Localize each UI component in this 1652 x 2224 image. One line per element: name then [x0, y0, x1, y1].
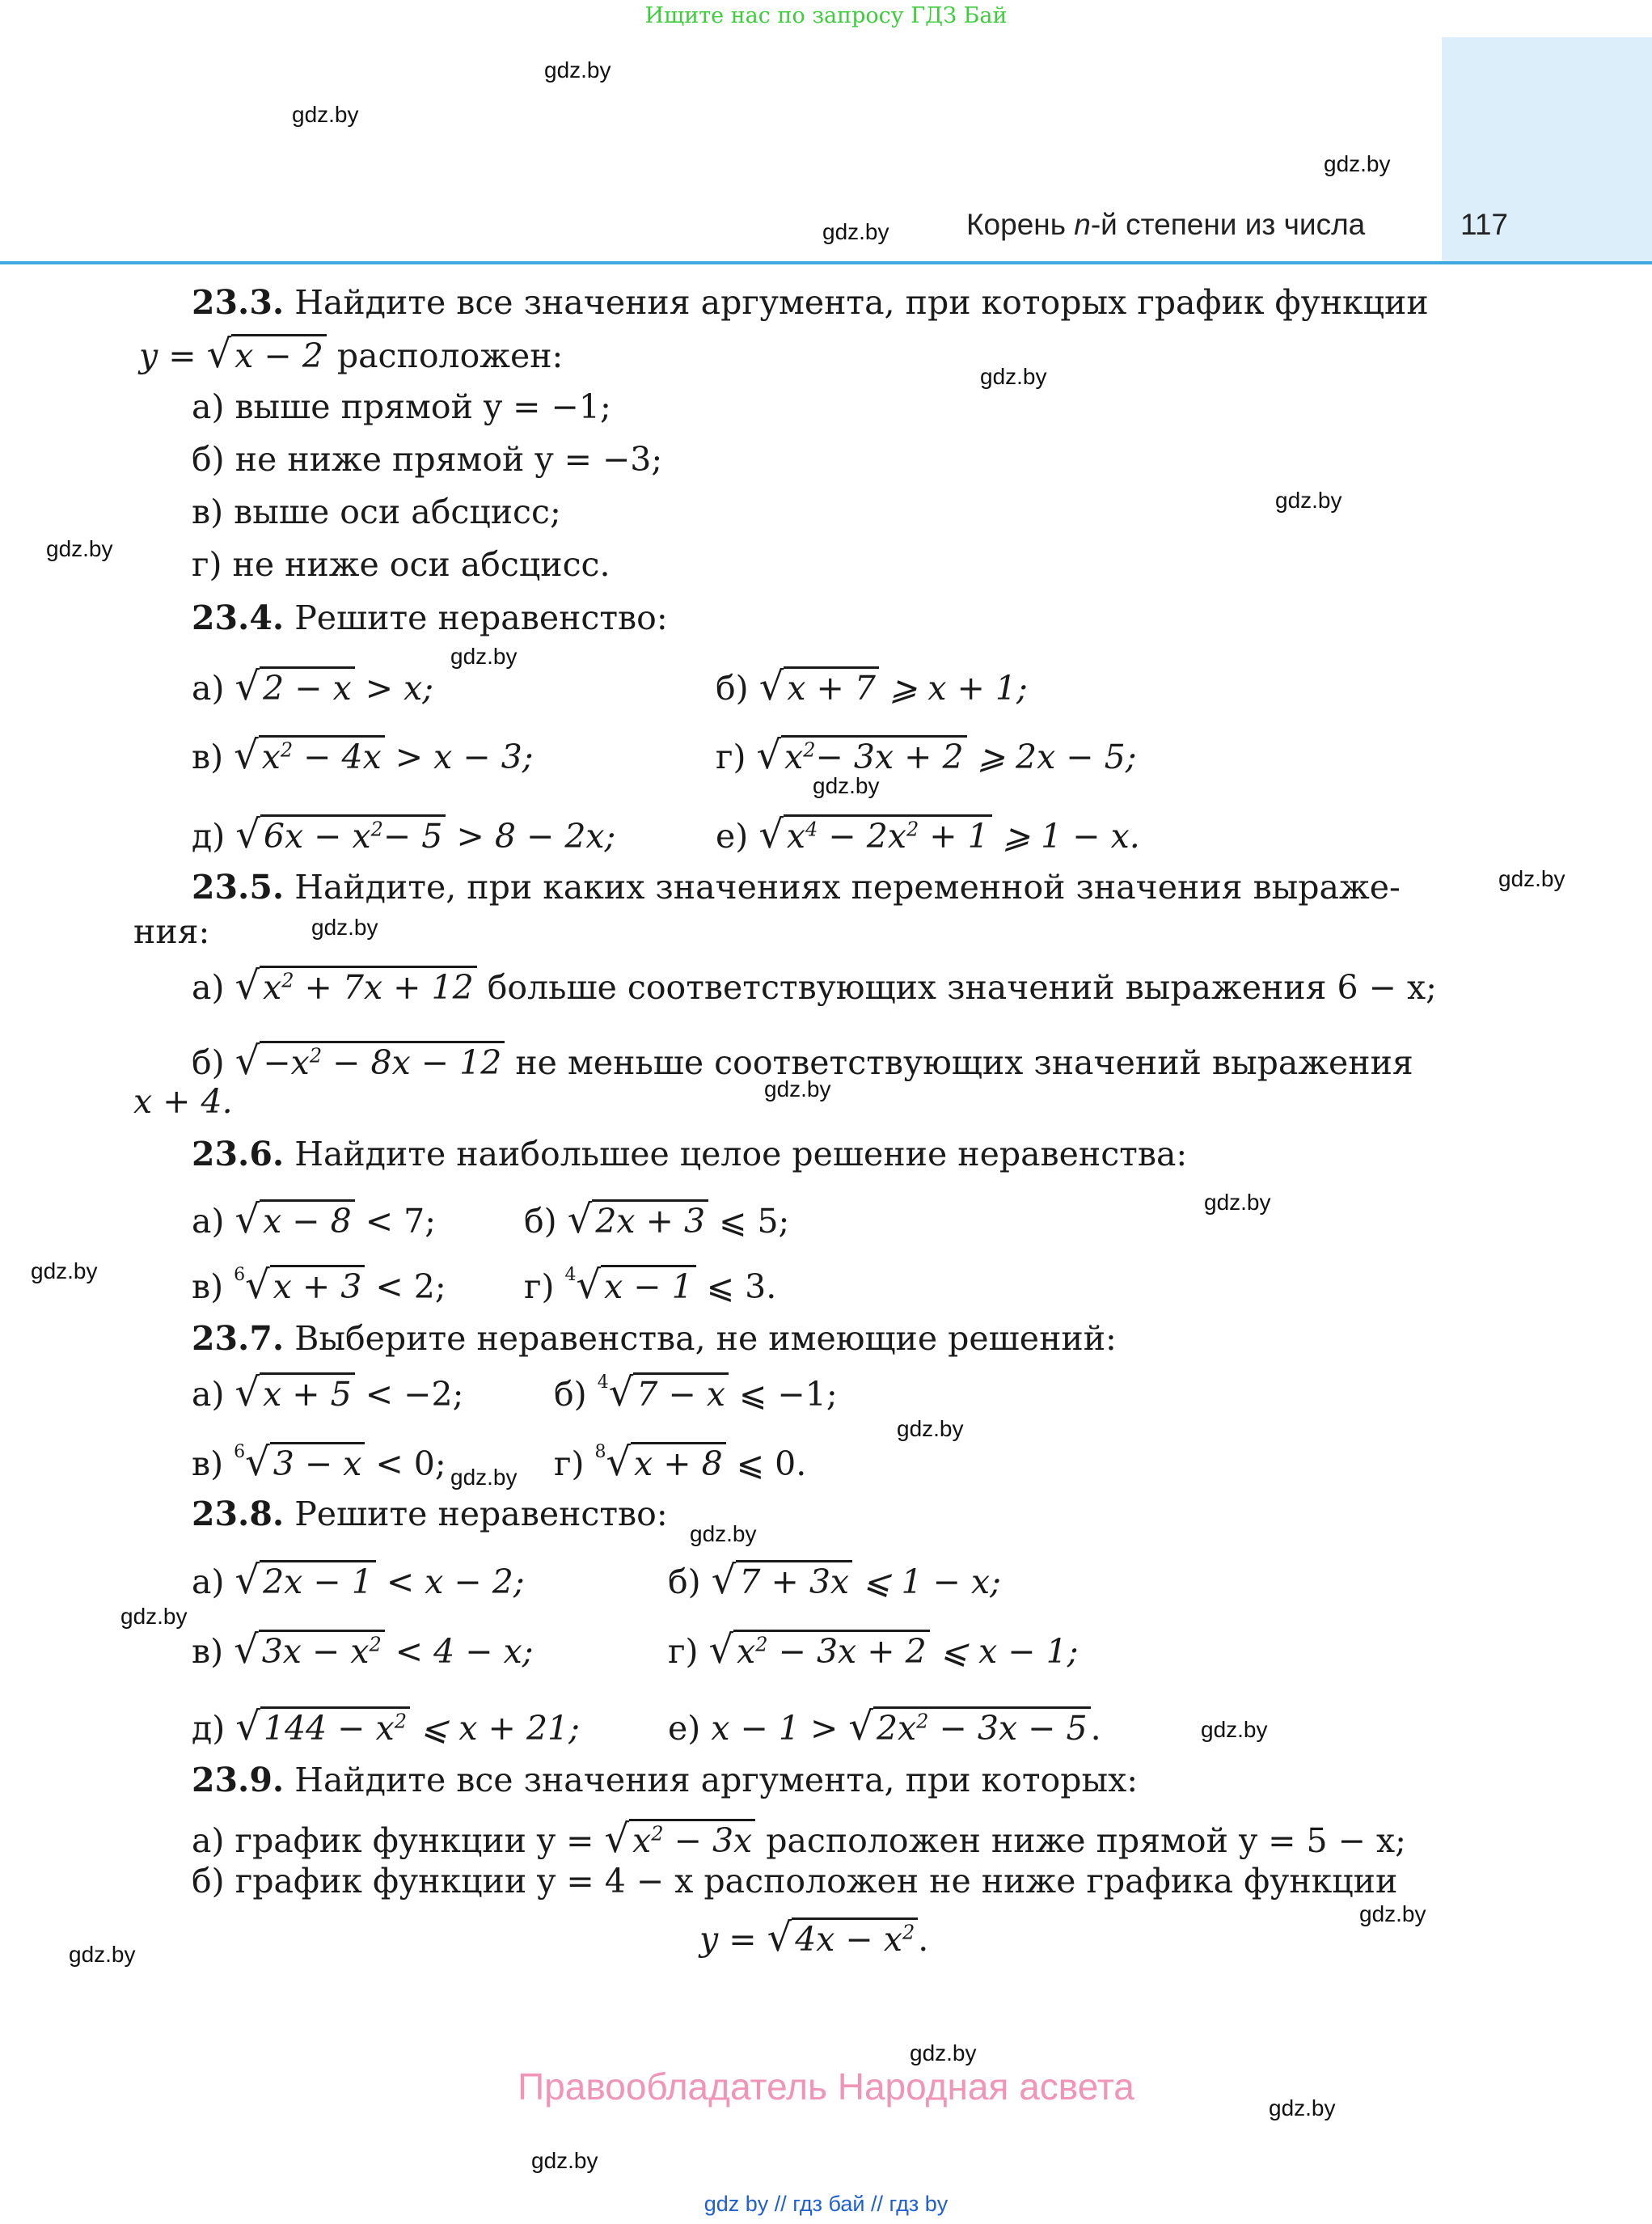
problem-23-4-f: е) $√x^4 - 2x^2 + 1$ ⩾ 1 − x.	[716, 812, 1140, 857]
running-title: Корень n-й степени из числа	[966, 208, 1366, 241]
page-number: 117	[1460, 208, 1508, 241]
problem-23-6-c: в) $^6$√x + 3 < 2;	[192, 1262, 446, 1308]
problem-23-5-heading-cont: ния:	[133, 912, 210, 951]
problem-23-3-a: а) выше прямой y = −1;	[192, 387, 611, 426]
problem-23-3-heading: 23.3. Найдите все значения аргумента, при которых график функции	[192, 283, 1429, 322]
watermark: gdz.by	[1201, 1717, 1268, 1742]
watermark: gdz.by	[120, 1604, 188, 1629]
problem-23-9-heading: 23.9. Найдите все значения аргумента, при которых:	[192, 1761, 1139, 1799]
watermark: gdz.by	[544, 57, 611, 82]
copyright-owner: Правообладатель Народная асвета	[518, 2065, 1134, 2108]
problem-23-8-d: г) $√x^2 - 3x + 2$ ⩽ x − 1;	[668, 1627, 1079, 1672]
problem-23-4-d: г) $√x^2- 3x + 2$ ⩾ 2x − 5;	[716, 733, 1137, 778]
problem-23-9-a: а) график функции $y = √x^2 - 3x$ расположен ниже прямой y = 5 − x;	[192, 1816, 1406, 1862]
watermark: gdz.by	[1324, 151, 1391, 176]
problem-23-3-function: y = √x − 2 расположен:	[139, 332, 564, 377]
problem-23-6-a: а) √x − 8 < 7;	[192, 1197, 437, 1242]
watermark: gdz.by	[1359, 1901, 1426, 1926]
problem-23-4-b: б) √x + 7 ⩾ x + 1;	[716, 664, 1028, 709]
problem-23-8-c: в) $√3x - x^2 < 4 - x$;	[192, 1627, 534, 1672]
problem-23-9-b: б) график функции y = 4 − x расположен не ниже графика функции	[192, 1862, 1398, 1901]
problem-23-5-b-cont: x + 4.	[133, 1082, 233, 1121]
problem-23-3-d: г) не ниже оси абсцисс.	[192, 545, 611, 584]
problem-23-6-d: г) $^4$√x − 1 ⩽ 3.	[524, 1262, 777, 1308]
problem-23-8-f: е) $x - 1 > √2x^2 - 3x - 5$.	[668, 1704, 1101, 1749]
problem-23-5-b: б) $√-x^2 - 8x - 12$ не меньше соответствующих значений выражения	[192, 1038, 1413, 1084]
problem-23-3-b: б) не ниже прямой y = −3;	[192, 440, 663, 479]
watermark: gdz.by	[813, 773, 880, 798]
watermark: gdz.by	[69, 1942, 136, 1967]
problem-23-7-a: а) √x + 5 < −2;	[192, 1370, 464, 1415]
watermark: gdz.by	[910, 2040, 977, 2065]
watermark: gdz.by	[822, 219, 889, 244]
watermark: gdz.by	[1275, 488, 1342, 513]
problem-23-7-c: в) $^6$√3 − x < 0;	[192, 1440, 446, 1485]
watermark: gdz.by	[1269, 2095, 1336, 2120]
problem-23-6-b: б) √2x + 3 ⩽ 5;	[524, 1197, 790, 1242]
watermark: gdz.by	[292, 102, 359, 127]
watermark: gdz.by	[450, 644, 518, 669]
watermark: gdz.by	[1204, 1190, 1271, 1215]
problem-23-3-c: в) выше оси абсцисс;	[192, 493, 561, 531]
watermark: gdz.by	[1498, 866, 1565, 891]
problem-23-7-b: б) $^4$√7 − x ⩽ −1;	[554, 1370, 838, 1415]
search-banner[interactable]: Ищите нас по запросу ГДЗ Бай	[644, 3, 1008, 28]
watermark: gdz.by	[764, 1076, 831, 1101]
problem-23-6-heading: 23.6. Найдите наибольшее целое решение неравенства:	[192, 1135, 1188, 1173]
problem-23-5-heading: 23.5. Найдите, при каких значениях переменной значения выраже-	[192, 868, 1401, 907]
watermark: gdz.by	[897, 1416, 964, 1441]
problem-23-5-a: а) $√x^2 + 7x + 12$ больше соответствующих значений выражения 6 − x;	[192, 963, 1437, 1008]
problem-23-8-heading: 23.8. Решите неравенство:	[192, 1495, 668, 1533]
problem-23-9-b-function: $y = √4x - x^2$.	[699, 1915, 929, 1960]
watermark: gdz.by	[690, 1521, 757, 1546]
watermark: gdz.by	[311, 915, 378, 940]
problem-23-8-e: д) $√144 - x^2$ ⩽ x + 21;	[192, 1704, 580, 1749]
problem-23-7-heading: 23.7. Выберите неравенства, не имеющие решений:	[192, 1319, 1117, 1358]
problem-23-4-c: в) $√x^2 - 4x > x - 3$;	[192, 733, 534, 778]
watermark: gdz.by	[531, 2148, 598, 2173]
watermark: gdz.by	[31, 1258, 98, 1283]
watermark: gdz.by	[450, 1465, 518, 1490]
problem-23-8-b: б) √7 + 3x ⩽ 1 − x;	[668, 1558, 1001, 1603]
header-rule	[0, 261, 1652, 264]
watermark: gdz.by	[980, 364, 1047, 389]
problem-23-7-d: г) $^8$√x + 8 ⩽ 0.	[554, 1440, 807, 1485]
watermark: gdz.by	[46, 536, 113, 561]
footer-links[interactable]: gdz by // гдз бай // гдз by	[703, 2192, 949, 2216]
problem-23-4-a: а) √2 − x > x;	[192, 664, 434, 709]
problem-23-4-e: д) $√6x - x^2- 5 > 8 - 2x$;	[192, 812, 616, 857]
problem-23-4-heading: 23.4. Решите неравенство:	[192, 598, 668, 637]
problem-23-8-a: а) √2x − 1 < x − 2;	[192, 1558, 525, 1603]
